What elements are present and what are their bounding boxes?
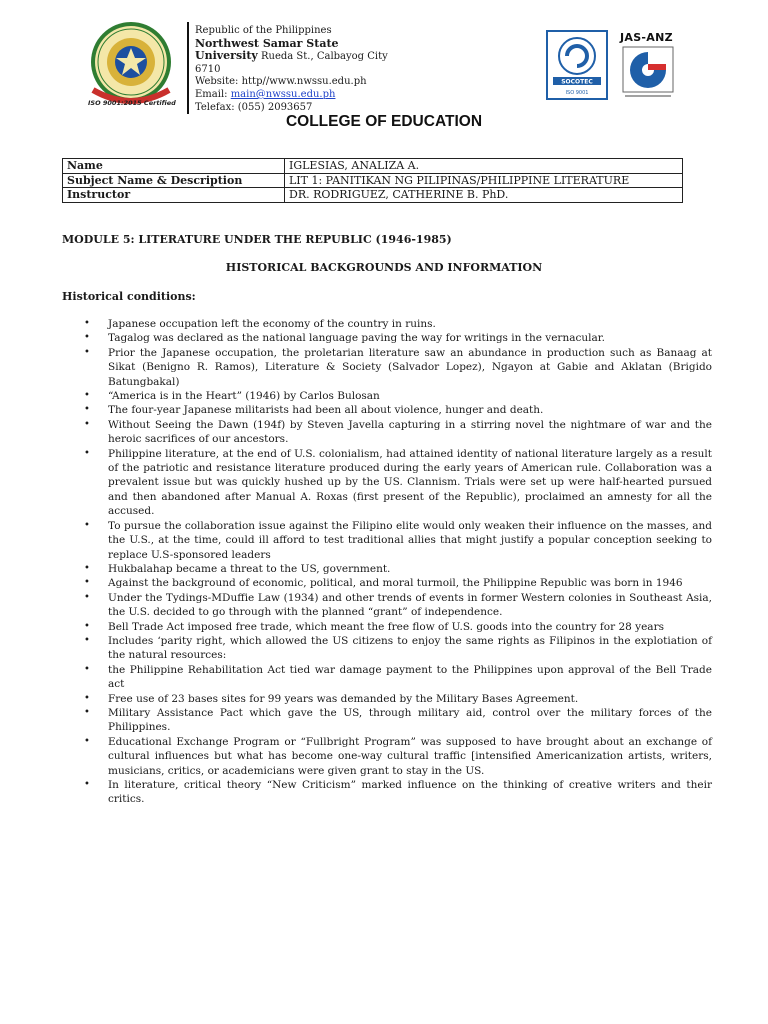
bullet-icon: • <box>84 562 90 574</box>
bullet-icon: • <box>84 318 90 329</box>
list-item-text: Bell Trade Act imposed free trade, which meant the free flow of U.S. goods into the country for 28 years <box>108 620 664 633</box>
bullet-icon: • <box>84 634 90 646</box>
info-key: Instructor <box>63 188 285 203</box>
list-item-text: the Philippine Rehabilitation Act tied war damage payment to the Philippines upon approval of the Bell Trade act <box>108 663 712 691</box>
jas-anz-label: JAS-ANZ <box>620 31 673 44</box>
list-item-text: Without Seeing the Dawn (194f) by Steven Javella capturing in a stirring novel the nightmare of war and the heroic sacrifices of our ancestors. <box>108 418 712 446</box>
list-item-text: The four-year Japanese militarists had been all about violence, hunger and death. <box>108 404 544 417</box>
bullet-icon: • <box>84 779 90 790</box>
bullet-icon: • <box>84 447 90 459</box>
university-name-line1: Northwest Samar State <box>195 36 339 50</box>
list-item-text: Philippine literature, at the end of U.S. colonialism, had attained identity of national literature largely as a result of the patriotic and resistance literature produced during the early years of American rule. Collaboration was a prevalent issue but was quickly hushed up by the US. Clannism. Trials were set up were half-hearted pursued and then abandoned after Manual A. Roxas (first present of the Republic), proclaimed an amnesty for all the accused. <box>108 447 712 518</box>
list-item-text: Prior the Japanese occupation, the proletarian literature saw an abundance in production such as Banaag at Sikat (Benigno R. Ramos), Literature & Society (Salvador Lopez), Ngayon at Gabie and Aklatan (Brigido Batungbakal) <box>108 346 712 388</box>
list-item-text: Educational Exchange Program or “Fullbright Program” was supposed to have brought about an exchange of cultural influences but what has become one-way cultural traffic [intensified Americanization artists, writers, musicians, critics, or academicians were given grant to stay in the US. <box>108 735 712 777</box>
section-title: HISTORICAL BACKGROUNDS AND INFORMATION <box>225 261 543 274</box>
letterhead <box>0 0 768 115</box>
email-link[interactable]: main@nwssu.edu.ph <box>230 88 336 100</box>
list-item <box>62 706 712 735</box>
list-item <box>62 346 712 389</box>
list-item <box>62 634 712 663</box>
country-line: Republic of the Philippines <box>195 25 332 36</box>
street-address: Rueda St., Calbayog City <box>257 51 388 63</box>
bullet-icon: • <box>84 346 90 358</box>
list-item-text: Free use of 23 bases sites for 99 years was demanded by the Military Bases Agreement. <box>108 692 579 705</box>
bullet-icon: • <box>84 577 90 589</box>
bullet-icon: • <box>84 663 90 675</box>
bullet-icon: • <box>84 418 90 430</box>
info-value: LIT 1: PANITIKAN NG PILIPINAS/PHILIPPINE LITERATURE <box>285 173 683 188</box>
bullet-icon: • <box>84 692 90 704</box>
bullet-icon: • <box>84 620 90 632</box>
list-item-text: Against the background of economic, political, and moral turmoil, the Philippine Republic was born in 1946 <box>108 577 683 590</box>
website-line: Website: http//www.nwssu.edu.ph <box>195 76 367 88</box>
info-value: IGLESIAS, ANALIZA A. <box>285 159 683 174</box>
iso-certified-caption: ISO 9001:2015 Certified <box>88 99 176 107</box>
university-address-block <box>195 25 535 114</box>
list-item-text: Military Assistance Pact which gave the US, through military aid, control over the military forces of the Philippines. <box>108 706 712 734</box>
subsection-title: Historical conditions: <box>62 290 196 303</box>
university-seal-logo <box>78 20 184 110</box>
list-item <box>62 735 712 778</box>
list-item <box>62 418 712 447</box>
bullet-icon: • <box>84 332 90 344</box>
info-key: Name <box>63 159 285 174</box>
list-item <box>62 519 712 562</box>
list-item-text: “America is in the Heart” (1946) by Carlos Bulosan <box>108 390 380 403</box>
university-name-line2 <box>195 50 535 64</box>
list-item-text: Japanese occupation left the economy of the country in ruins. <box>108 318 436 330</box>
college-title: COLLEGE OF EDUCATION <box>285 113 483 130</box>
student-info-table <box>62 158 683 203</box>
list-item <box>62 620 712 634</box>
bullet-icon: • <box>84 390 90 402</box>
telefax-line: Telefax: (055) 2093657 <box>195 101 313 113</box>
list-item-text: In literature, critical theory “New Criticism” marked influence on the thinking of creative writers and their critics. <box>108 779 712 806</box>
bullet-icon: • <box>84 735 90 747</box>
list-item-text: Includes ‘parity right, which allowed the US citizens to enjoy the same rights as Filipinos in the explotiation of the natural resources: <box>108 634 712 662</box>
zip-code: 6710 <box>195 63 221 75</box>
list-item <box>62 663 712 692</box>
list-item <box>62 576 712 590</box>
list-item <box>62 317 712 331</box>
bullet-icon: • <box>84 519 90 531</box>
bullet-icon: • <box>84 404 90 416</box>
list-item <box>62 778 712 807</box>
historical-conditions-list <box>62 317 712 807</box>
info-value: DR. RODRIGUEZ, CATHERINE B. PhD. <box>285 188 683 203</box>
university-name-word: University <box>195 49 258 63</box>
list-item <box>62 692 712 706</box>
list-item <box>62 562 712 576</box>
list-item <box>62 591 712 620</box>
list-item <box>62 403 712 417</box>
table-row <box>63 173 683 188</box>
list-item-text: Hukbalahap became a threat to the US, government. <box>108 562 391 575</box>
socotec-text: SOCOTEC <box>561 78 593 86</box>
list-item-text: Tagalog was declared as the national language paving the way for writings in the vernacular. <box>108 332 605 345</box>
list-item-text: To pursue the collaboration issue against the Filipino elite would only weaken their influence on the masses, and the U.S., at the time, could ill afford to test traditional allies that might justify a popular conception seeking to replace U.S-sponsored leaders <box>108 519 712 561</box>
bullet-icon: • <box>84 706 90 718</box>
module-title: MODULE 5: LITERATURE UNDER THE REPUBLIC (1946-1985) <box>62 233 452 246</box>
bullet-icon: • <box>84 591 90 603</box>
list-item <box>62 389 712 403</box>
list-item <box>62 331 712 345</box>
list-item <box>62 447 712 519</box>
list-item-text: Under the Tydings-MDuffie Law (1934) and other trends of events in former Western colonies in Southeast Asia, the U.S. decided to go through with the planned “grant” of independence. <box>108 591 712 619</box>
header-divider <box>187 22 189 114</box>
table-row <box>63 159 683 174</box>
info-key: Subject Name & Description <box>63 173 285 188</box>
email-line <box>195 89 535 102</box>
email-label: Email: <box>195 88 231 100</box>
table-row <box>63 188 683 203</box>
cert-iso-text: ISO 9001 <box>565 90 589 96</box>
